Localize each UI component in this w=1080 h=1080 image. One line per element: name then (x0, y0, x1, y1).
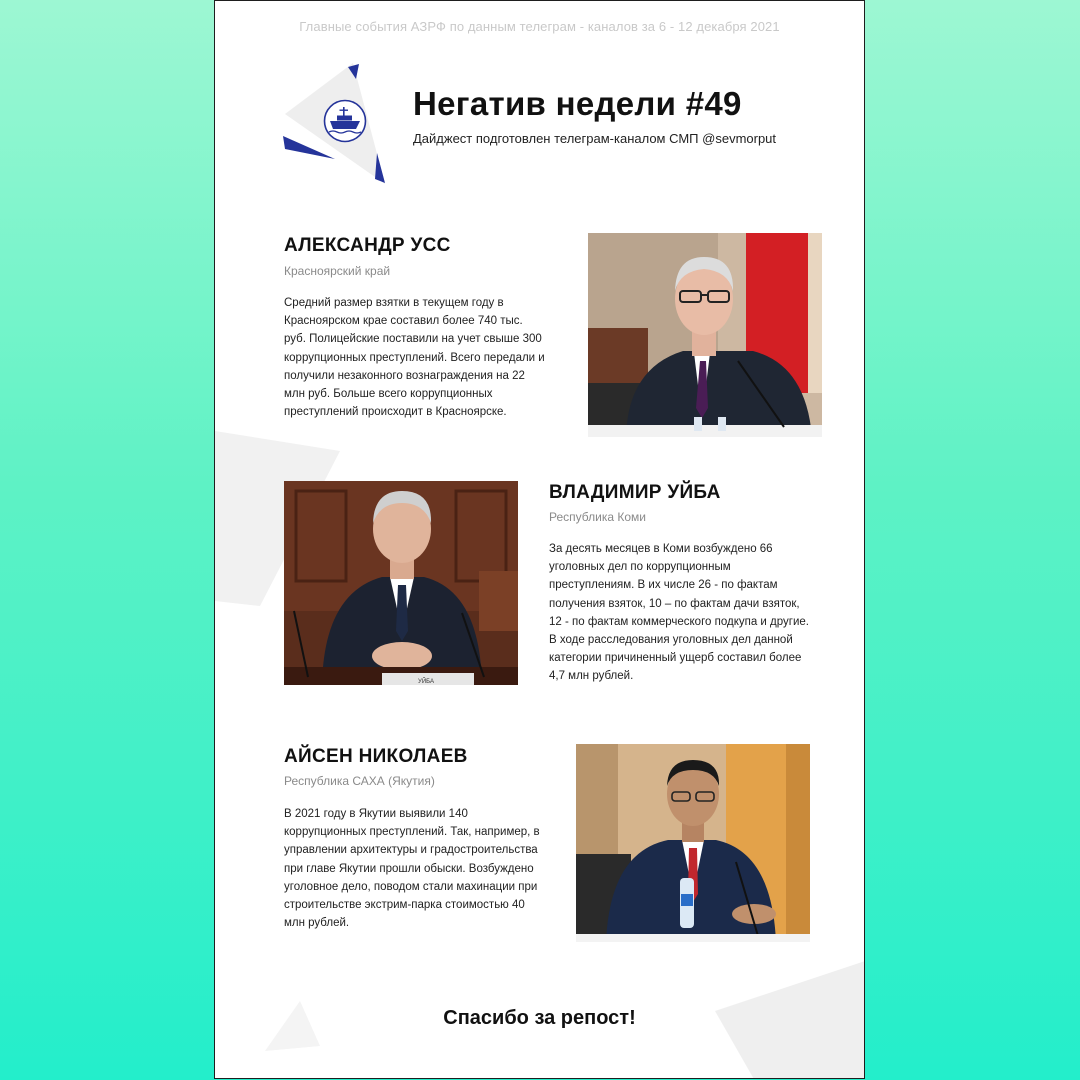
logo-block (273, 59, 403, 189)
person-description: За десять месяцев в Коми возбуждено 66 уголовных дел по коррупционным преступлениям. В их числе 26 - по фактам получения взяток, 10 – по фактам дачи взяток, 12 - по фактам коммерческого подкупа и другие. В ходе расследования уголовных дел данной категории причиненный ущерб составил более 4,7 млн рублей. (549, 543, 809, 683)
person-name: АЙСЕН НИКОЛАЕВ (284, 746, 468, 767)
person-name: АЛЕКСАНДР УСС (284, 235, 451, 256)
digest-card (214, 0, 865, 1079)
nameplate-label: УЙБА (418, 679, 434, 685)
portrait-photo (284, 481, 518, 685)
person-description: Средний размер взятки в текущем году в Красноярском крае составил более 740 тыс. руб. Полицейские поставили на учет свыше 300 коррупционных преступлений. Всего передали и получили незаконного вознаграждения на 22 млн руб. Больше всего коррупционных преступлений происходит в Красноярске. (284, 297, 545, 419)
repost-thanks: Спасибо за репост! (443, 1007, 636, 1029)
person-region: Республика Коми (549, 510, 646, 524)
digest-period-line: Главные события АЗРФ по данным телеграм - каналов за 6 - 12 декабря 2021 (299, 19, 780, 34)
page-subtitle: Дайджест подготовлен телеграм-каналом СМП @sevmorput (413, 131, 777, 146)
portrait-photo (588, 233, 822, 437)
portrait-photo (576, 744, 810, 942)
person-name: ВЛАДИМИР УЙБА (549, 482, 721, 503)
person-region: Красноярский край (284, 264, 391, 278)
person-region: Республика САХА (Якутия) (284, 774, 435, 788)
page-title: Негатив недели #49 (413, 85, 742, 122)
person-description: В 2021 году в Якутии выявили 140 коррупционных преступлений. Так, например, в управлении архитектуры и градостроительства при главе Якутии прошли обыски. Возбуждено уголовное дело, поводом стали махинации при строительстве экстрим-парка стоимостью 40 млн рублей. (284, 808, 540, 930)
